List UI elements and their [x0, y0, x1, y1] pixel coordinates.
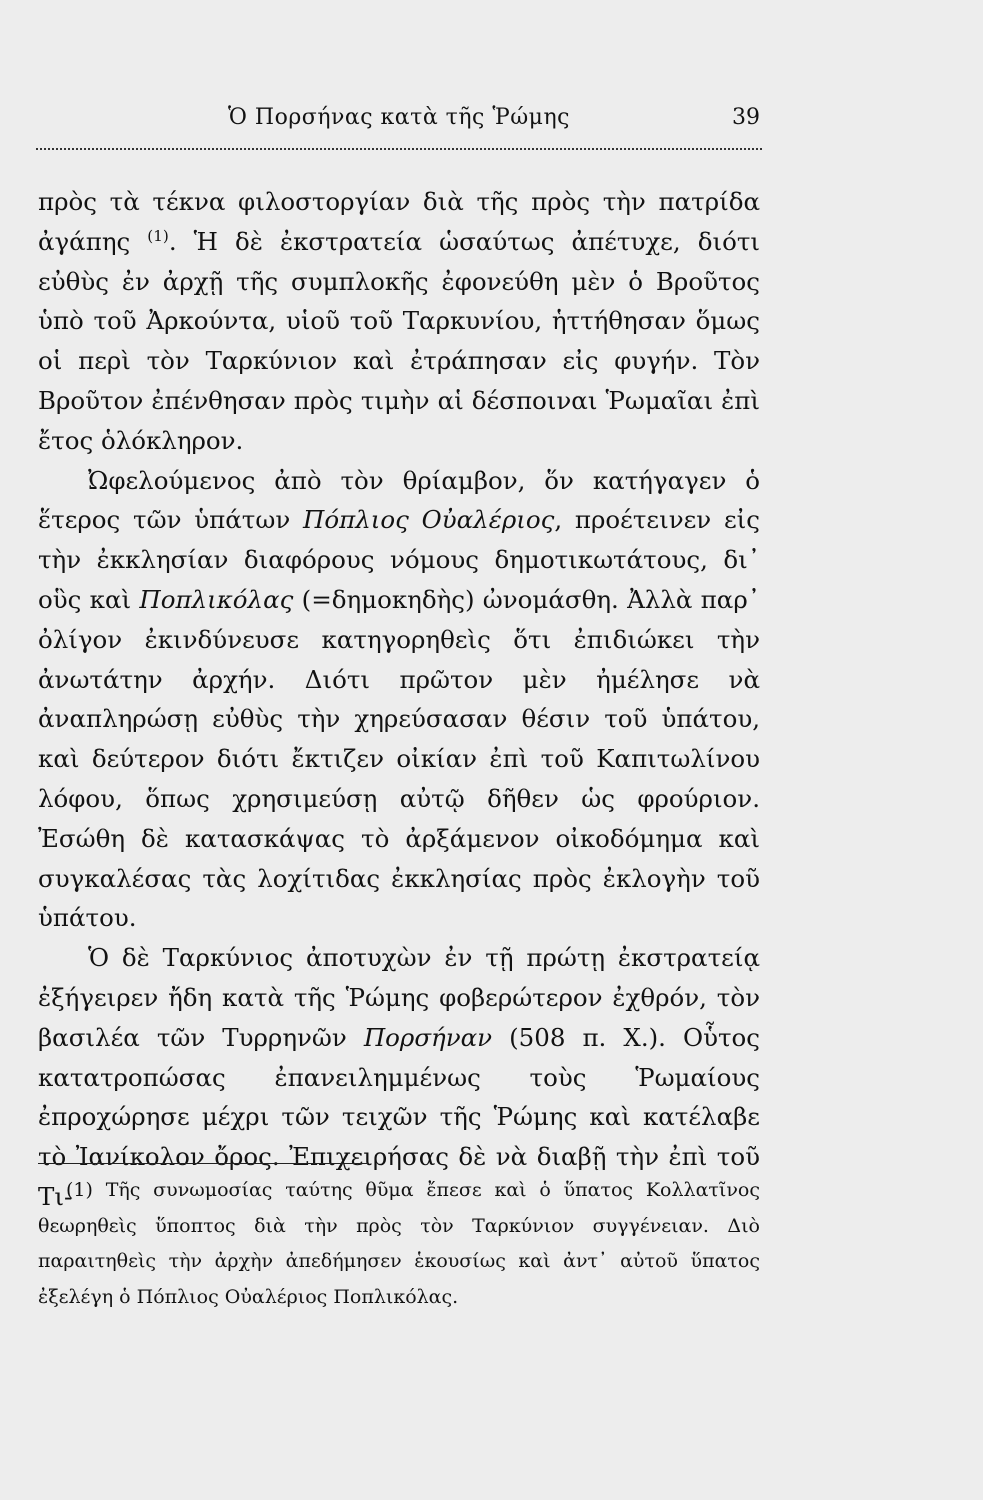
name-porsenas: Πορσήναν — [363, 1022, 493, 1052]
paragraph-1-start: πρὸς τὰ τέκνα φιλοστοργίαν διὰ τῆς πρὸς τὴν πατρίδα ἀγάπης — [38, 187, 760, 256]
page-number: 39 — [732, 105, 760, 130]
paragraph-2-part-b: , προέτεινεν εἰς τὴν ἐκκλησίαν διαφόρους νόμους δημοτικωτάτους, δι᾽ οὓς καὶ — [38, 505, 760, 614]
footnotes — [38, 1173, 760, 1315]
paragraph-3-part-b: (508 π. Χ.). Οὗτος κατατροπώσας ἐπανειλημμένως τοὺς Ῥωμαίους ἐπροχώρησε μέχρι τῶν τειχῶν τῆς Ῥώμης καὶ κατέλαβε τὸ Ἰανίκολον ὄρος. Ἐπιχειρήσας δὲ νὰ διαβῇ τὴν ἐπὶ τοῦ Τι- — [38, 1022, 760, 1211]
running-title: Ὁ Πορσήνας κατὰ τῆς Ῥώμης — [228, 105, 570, 130]
body-text — [38, 182, 760, 1217]
footnote-ref-marker: (1) — [147, 226, 169, 245]
footnote-1-text: Τῆς συνωμοσίας ταύτης θῦμα ἔπεσε καὶ ὁ ὕπατος Κολλατῖνος θεωρηθεὶς ὕποπτος διὰ τὴν πρὸς τὸν Ταρκύνιον συγγένειαν. Διὸ παραιτηθεὶς τὴν ἀρχὴν ἀπεδήμησεν ἑκουσίως καὶ ἀντ᾽ αὐτοῦ ὕπατος ἐξελέγη ὁ Πόπλιος Οὐαλέριος Ποπλικόλας. — [38, 1179, 760, 1308]
paragraph-1 — [38, 182, 760, 461]
header-dotted-rule — [36, 148, 762, 150]
footnote-1-marker: (1) — [66, 1179, 93, 1201]
paragraph-2-part-a: Ὠφελούμενος ἀπὸ τὸν θρίαμβον, ὅν κατήγαγεν ὁ ἕτερος τῶν ὑπάτων — [38, 465, 760, 535]
paragraph-1-rest: . Ἡ δὲ ἐκστρατεία ὡσαύτως ἀπέτυχε, διότι εὐθὺς ἐν ἀρχῇ τῆς συμπλοκῆς ἐφονεύθη μὲν ὁ Βροῦτος ὑπὸ τοῦ Ἀρκούντα, υἱοῦ τοῦ Ταρκυνίου, ἡττήθησαν ὅμως οἱ περὶ τὸν Ταρκύνιον καὶ ἐτράπησαν εἰς φυγήν. Τὸν Βροῦτον ἐπένθησαν πρὸς τιμὴν αἱ δέσποιναι Ῥωμαῖαι ἐπὶ ἔτος ὁλόκληρον. — [38, 226, 760, 455]
running-header — [38, 103, 760, 137]
name-poplikolas: Ποπλικόλας — [139, 584, 294, 614]
paragraph-2 — [38, 461, 760, 939]
paragraph-3-part-a: Ὁ δὲ Ταρκύνιος ἀποτυχὼν ἐν τῇ πρώτῃ ἐκστρατείᾳ ἐξήγειρεν ἤδη κατὰ τῆς Ῥώμης φοβερώτερον ἐχθρόν, τὸν βασιλέα τῶν Τυρρηνῶν — [38, 943, 760, 1052]
footnote-1 — [38, 1173, 760, 1315]
paragraph-2-part-c: (=δημοκηδὴς) ὠνομάσθη. Ἀλλὰ παρ᾽ ὀλίγον ἐκινδύνευσε κατηγορηθεὶς ὅτι ἐπιδιώκει τὴν ἀνωτάτην ἀρχήν. Διότι πρῶτον μὲν ἠμέλησε νὰ ἀναπληρώσῃ εὐθὺς τὴν χηρεύσασαν θέσιν τοῦ ὑπάτου, καὶ δεύτερον διότι ἔκτιζεν οἰκίαν ἐπὶ τοῦ Καπιτωλίνου λόφου, ὅπως χρησιμεύσῃ αὐτῷ δῆθεν ὡς φρούριον. Ἐσώθη δὲ κατασκάψας τὸ ἀρξάμενον οἰκοδόμημα καὶ συγκαλέσας τὰς λοχίτιδας ἐκκλησίας πρὸς ἐκλογὴν τοῦ ὑπάτου. — [38, 584, 760, 933]
name-poplios-oualerios: Πόπλιος Οὐαλέριος — [303, 505, 555, 535]
footnote-rule — [38, 1163, 368, 1164]
